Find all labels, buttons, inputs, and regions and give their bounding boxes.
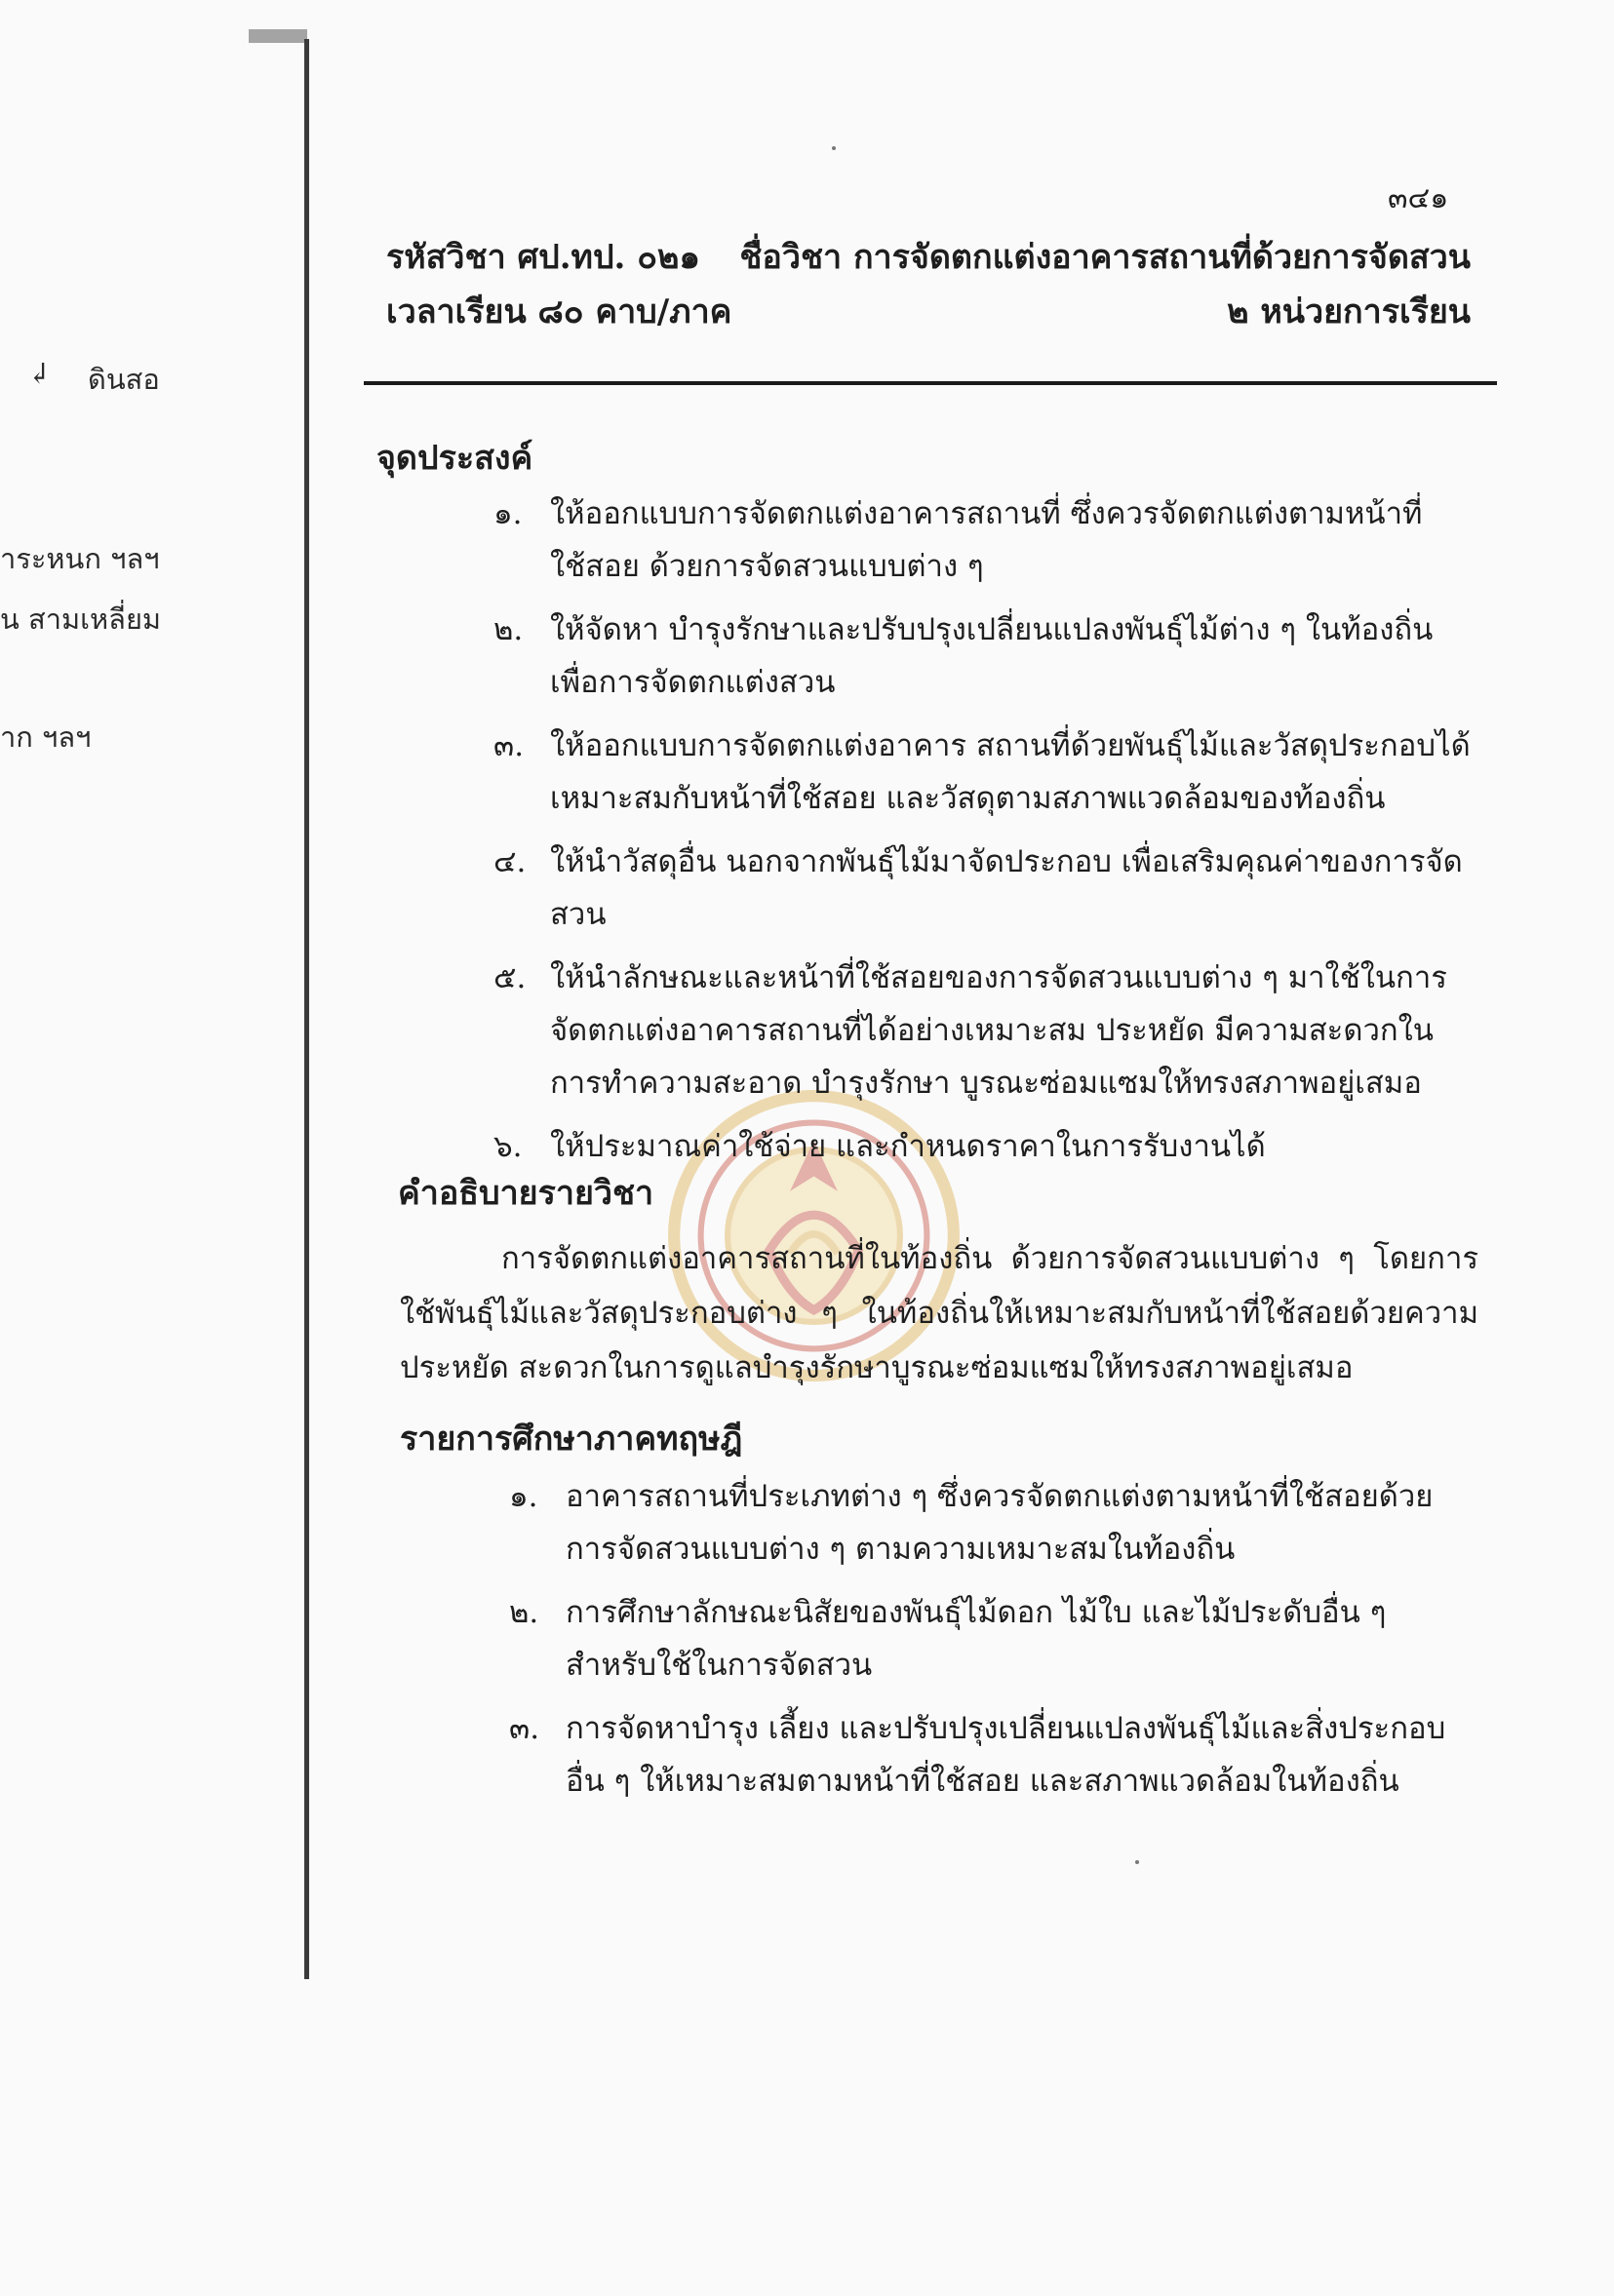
gutter-arrow-glyph: ↲ bbox=[27, 357, 52, 390]
header-row-1 bbox=[386, 230, 1471, 285]
item-number: ๑. bbox=[509, 1479, 538, 1514]
course-code: ศป.ทป. ๐๒๑ bbox=[517, 238, 700, 277]
course-code-block bbox=[386, 230, 700, 285]
speck bbox=[1135, 1860, 1139, 1864]
item-number: ๕. bbox=[493, 960, 527, 995]
item-number: ๓. bbox=[493, 728, 525, 763]
objective-item bbox=[493, 720, 1475, 825]
gutter-text-1: ดินสอ bbox=[88, 363, 160, 396]
theory-topic-item bbox=[509, 1702, 1484, 1808]
course-description-text: การจัดตกแต่งอาคารสถานที่ในท้องถิ่น ด้วยการจัดสวนแบบต่าง ๆ โดยการใช้พันธุ์ไม้และวัสดุประกอบต่าง ๆ ในท้องถิ่นให้เหมาะสมกับหน้าที่ใช้สอยด้วยความประหยัด สะดวกในการดูแลบำรุงรักษาบูรณะซ่อมแซมให้ทรงสภาพอยู่เสมอ bbox=[400, 1241, 1478, 1385]
course-name: การจัดตกแต่งอาคารสถานที่ด้วยการจัดสวน bbox=[852, 238, 1471, 277]
header-divider bbox=[364, 381, 1497, 385]
item-number: ๒. bbox=[493, 612, 524, 647]
objectives-list bbox=[493, 487, 1475, 1184]
item-text: ให้ออกแบบการจัดตกแต่งอาคาร สถานที่ด้วยพันธุ์ไม้และวัสดุประกอบได้เหมาะสมกับหน้าที่ใช้สอย และวัสดุตามสภาพแวดล้อมของท้องถิ่น bbox=[550, 728, 1471, 816]
page-number: ๓๔๑ bbox=[1388, 181, 1449, 215]
item-number: ๖. bbox=[493, 1129, 523, 1164]
objectives-heading: จุดประสงค์ bbox=[376, 439, 533, 478]
item-number: ๒. bbox=[509, 1595, 539, 1630]
objective-item bbox=[493, 487, 1475, 593]
study-hours: เวลาเรียน ๘๐ คาบ/ภาค bbox=[386, 292, 732, 331]
item-text: ให้ออกแบบการจัดตกแต่งอาคารสถานที่ ซึ่งควรจัดตกแต่งตามหน้าที่ใช้สอย ด้วยการจัดสวนแบบต่าง ๆ bbox=[550, 496, 1423, 584]
item-text: อาคารสถานที่ประเภทต่าง ๆ ซึ่งควรจัดตกแต่งตามหน้าที่ใช้สอยด้วยการจัดสวนแบบต่าง ๆ ตามความเหมาะสมในท้องถิ่น bbox=[566, 1479, 1434, 1567]
gutter-text-4: าก ฯลฯ bbox=[0, 720, 92, 754]
credits: ๒ หน่วยการเรียน bbox=[1227, 292, 1471, 331]
item-text: ให้นำลักษณะและหน้าที่ใช้สอยของการจัดสวนแบบต่าง ๆ มาใช้ในการจัดตกแต่งอาคารสถานที่ได้อย่างเหมาะสม ประหยัด มีความสะดวกในการทำความสะอาด บำรุงรักษา บูรณะซ่อมแซมให้ทรงสภาพอยู่เสมอ bbox=[550, 960, 1447, 1101]
objective-item bbox=[493, 836, 1475, 941]
item-number: ๔. bbox=[493, 844, 527, 879]
binding-edge-line bbox=[304, 39, 309, 1979]
item-number: ๓. bbox=[509, 1711, 540, 1746]
gutter-text-3: น สามเหลี่ยม bbox=[0, 603, 162, 636]
objective-item bbox=[493, 603, 1475, 709]
item-text: ให้นำวัสดุอื่น นอกจากพันธุ์ไม้มาจัดประกอบ เพื่อเสริมคุณค่าของการจัดสวน bbox=[550, 844, 1463, 932]
course-header bbox=[386, 230, 1471, 339]
course-code-label: รหัสวิชา bbox=[386, 238, 506, 277]
binding-shadow bbox=[249, 29, 307, 43]
gutter-text-2: าระหนก ฯลฯ bbox=[0, 542, 160, 575]
header-row-2 bbox=[386, 285, 1471, 339]
theory-topics-list bbox=[509, 1470, 1484, 1818]
course-name-block bbox=[739, 230, 1471, 285]
theory-topics-heading: รายการศึกษาภาคทฤษฎี bbox=[400, 1420, 743, 1459]
course-description-heading: คำอธิบายรายวิชา bbox=[398, 1174, 654, 1213]
item-text: การศึกษาลักษณะนิสัยของพันธุ์ไม้ดอก ไม้ใบ และไม้ประดับอื่น ๆ สำหรับใช้ในการจัดสวน bbox=[566, 1595, 1387, 1683]
item-number: ๑. bbox=[493, 496, 523, 531]
objective-item bbox=[493, 1120, 1475, 1173]
course-name-label: ชื่อวิชา bbox=[739, 238, 843, 277]
theory-topic-item bbox=[509, 1470, 1484, 1576]
speck bbox=[832, 146, 836, 150]
item-text: การจัดหาบำรุง เลี้ยง และปรับปรุงเปลี่ยนแปลงพันธุ์ไม้และสิ่งประกอบอื่น ๆ ให้เหมาะสมตามหน้าที่ใช้สอย และสภาพแวดล้อมในท้องถิ่น bbox=[566, 1711, 1446, 1799]
theory-topic-item bbox=[509, 1586, 1484, 1692]
item-text: ให้จัดหา บำรุงรักษาและปรับปรุงเปลี่ยนแปลงพันธุ์ไม้ต่าง ๆ ในท้องถิ่นเพื่อการจัดตกแต่งสวน bbox=[550, 612, 1434, 700]
objective-item bbox=[493, 952, 1475, 1109]
item-text: ให้ประมาณค่าใช้จ่าย และกำหนดราคาในการรับงานได้ bbox=[550, 1129, 1266, 1164]
